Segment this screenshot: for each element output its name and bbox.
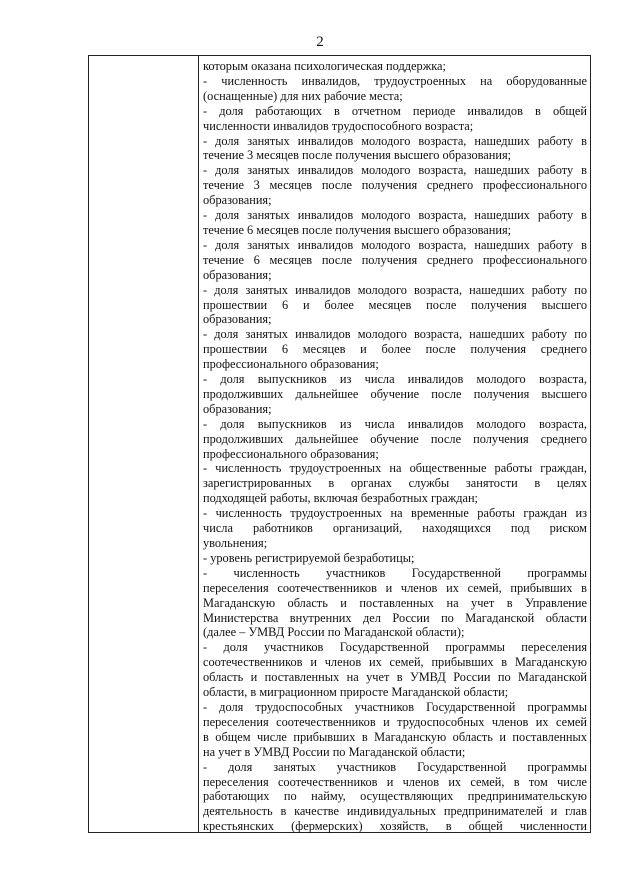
text-line: продолживших дальнейшее обучение после получения высшего xyxy=(203,386,587,401)
text-line: прошествии 6 месяцев и более после получения среднего xyxy=(203,342,587,357)
text-line: переселения соотечественников и членов их семей, прибывших в xyxy=(203,580,587,595)
text-line: - численность трудоустроенных на общественные работы граждан, xyxy=(203,461,587,476)
text-line: - численность трудоустроенных на временные работы граждан из xyxy=(203,506,587,521)
text-line: в общем числе прибывших в Магаданскую область и поставленных xyxy=(203,729,587,744)
text-line: - доля занятых инвалидов молодого возраста, нашедших работу в xyxy=(203,163,587,178)
text-line: (далее – УМВД России по Магаданской области); xyxy=(203,625,465,640)
text-line: соотечественников и членов их семей, прибывших в Магаданскую xyxy=(203,655,587,670)
text-line: - доля выпускников из числа инвалидов молодого возраста, xyxy=(203,416,587,431)
text-line: - доля занятых инвалидов молодого возраста, нашедших работу по xyxy=(203,282,587,297)
text-line: течение 3 месяцев после получения среднего профессионального xyxy=(203,178,587,193)
text-line: увольнения; xyxy=(203,536,268,550)
text-line: работающих по найму, осуществляющих предпринимательскую xyxy=(203,789,587,804)
text-line: - доля занятых инвалидов молодого возраста, нашедших работу в xyxy=(203,208,587,223)
text-line: - доля занятых инвалидов молодого возраста, нашедших работу по xyxy=(203,327,587,342)
table-right-cell xyxy=(203,59,587,834)
text-line: профессионального образования; xyxy=(203,357,379,372)
text-line: Магаданскую область и поставленных на учет в Управление xyxy=(203,595,587,610)
text-line: - численность участников Государственной программы xyxy=(203,565,587,580)
text-line: - численность инвалидов, трудоустроенных на оборудованные xyxy=(203,73,587,88)
text-line: - доля занятых инвалидов молодого возраста, нашедших работу в xyxy=(203,133,587,148)
document-table xyxy=(88,55,591,833)
text-line: - уровень регистрируемой безработицы; xyxy=(203,550,415,565)
text-line: - доля занятых инвалидов молодого возраста, нашедших работу в xyxy=(203,237,587,252)
text-line: зарегистрированных в органах службы занятости в целях xyxy=(203,476,587,491)
text-line: на учет в УМВД России по Магаданской области; xyxy=(203,744,466,759)
text-line: Министерства внутренних дел России по Магаданской области xyxy=(203,610,587,625)
text-line: образования; xyxy=(203,401,272,416)
text-line: (оснащенные) для них рабочие места; xyxy=(203,88,403,103)
text-line: - доля занятых участников Государственной программы xyxy=(203,759,587,774)
text-line: численности инвалидов трудоспособного возраста; xyxy=(203,118,474,133)
text-line: - доля работающих в отчетном периоде инвалидов в общей xyxy=(203,103,587,118)
text-line: образования; xyxy=(203,312,272,327)
column-divider xyxy=(198,56,199,832)
page-number: 2 xyxy=(316,34,324,50)
text-line: продолживших дальнейшее обучение после получения среднего xyxy=(203,431,587,446)
text-line: переселения соотечественников и членов их семей, в том числе xyxy=(203,774,587,789)
text-line: течение 6 месяцев после получения среднего профессионального xyxy=(203,252,587,267)
text-line: прошествии 6 и более месяцев после получения высшего xyxy=(203,297,587,312)
text-line: течение 3 месяцев после получения высшего образования; xyxy=(203,148,512,163)
text-line: образования; xyxy=(203,267,272,282)
text-line: профессионального образования; xyxy=(203,446,379,461)
text-line: которым оказана психологическая поддержка; xyxy=(203,59,446,73)
text-line: - доля участников Государственной программы переселения xyxy=(203,640,587,655)
table-left-cell xyxy=(89,56,198,832)
text-line: - доля трудоспособных участников Государственной программы xyxy=(203,699,587,714)
text-line: крестьянских (фермерских) хозяйств, в общей численности xyxy=(203,819,587,834)
text-line: - доля выпускников из числа инвалидов молодого возраста, xyxy=(203,372,587,387)
text-line: образования; xyxy=(203,193,272,208)
text-line: переселения соотечественников и трудоспособных членов их семей xyxy=(203,714,587,729)
text-line: подходящей работы, включая безработных граждан; xyxy=(203,491,478,506)
text-line: область и поставленных на учет в УМВД России по Магаданской xyxy=(203,670,587,685)
text-line: течение 6 месяцев после получения высшего образования; xyxy=(203,222,512,237)
text-line: области, в миграционном приросте Магаданской области; xyxy=(203,685,509,700)
text-line: деятельность в качестве индивидуальных предпринимателей и глав xyxy=(203,804,587,819)
text-line: числа работников организаций, находящихся под риском xyxy=(203,521,587,536)
